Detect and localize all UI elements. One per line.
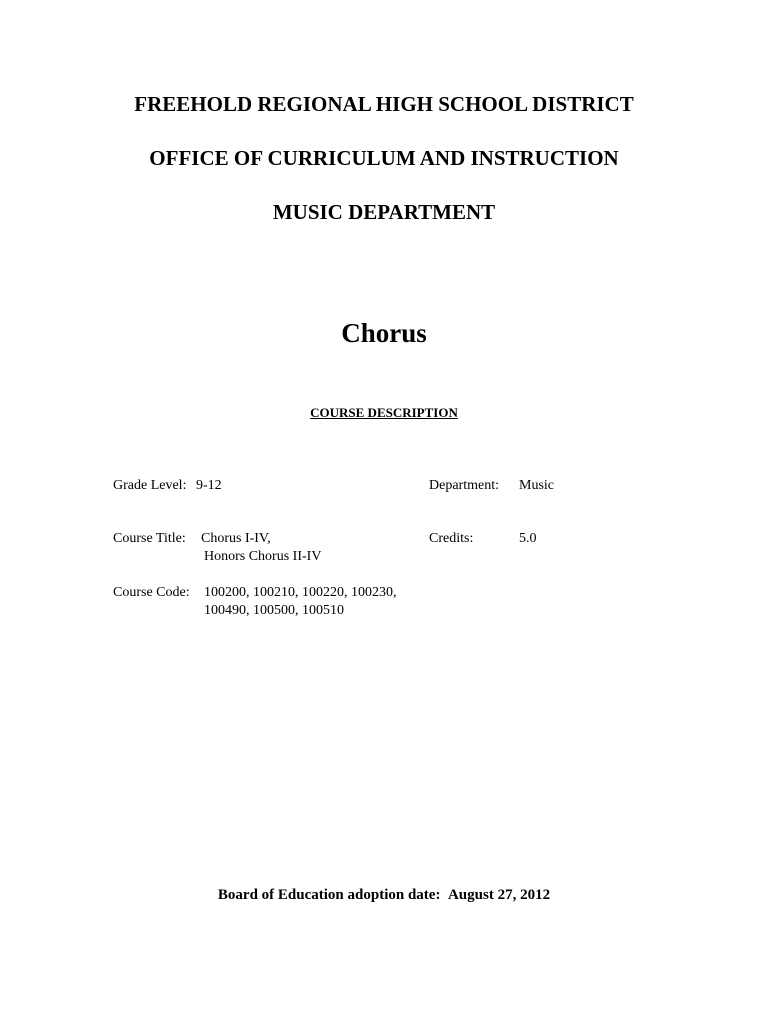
credits-value: 5.0 (519, 531, 537, 546)
grade-level-value: 9-12 (196, 478, 222, 493)
course-title: Chorus (341, 318, 427, 348)
office-heading: OFFICE OF CURRICULUM AND INSTRUCTION (149, 146, 619, 170)
adoption-date-value: August 27, 2012 (447, 887, 551, 903)
course-title-line-1: Chorus I-IV, (201, 531, 271, 546)
department-heading: MUSIC DEPARTMENT (272, 200, 496, 224)
credits-label: Credits: (429, 531, 474, 546)
department-label: Department: (429, 478, 499, 493)
course-code-line-2: 100490, 100500, 100510 (204, 603, 344, 618)
district-heading: FREEHOLD REGIONAL HIGH SCHOOL DISTRICT (134, 92, 634, 116)
course-description-heading: COURSE DESCRIPTION (310, 405, 458, 420)
department-value: Music (519, 478, 554, 493)
grade-level-label: Grade Level: (113, 478, 187, 493)
course-code-line-1: 100200, 100210, 100220, 100230, (204, 585, 397, 600)
adoption-date-line (0, 887, 768, 904)
course-code-label: Course Code: (113, 585, 190, 600)
course-title-line-2: Honors Chorus II-IV (204, 549, 322, 564)
adoption-date-label: Board of Education adoption date: (217, 887, 441, 903)
course-title-label: Course Title: (113, 531, 186, 546)
